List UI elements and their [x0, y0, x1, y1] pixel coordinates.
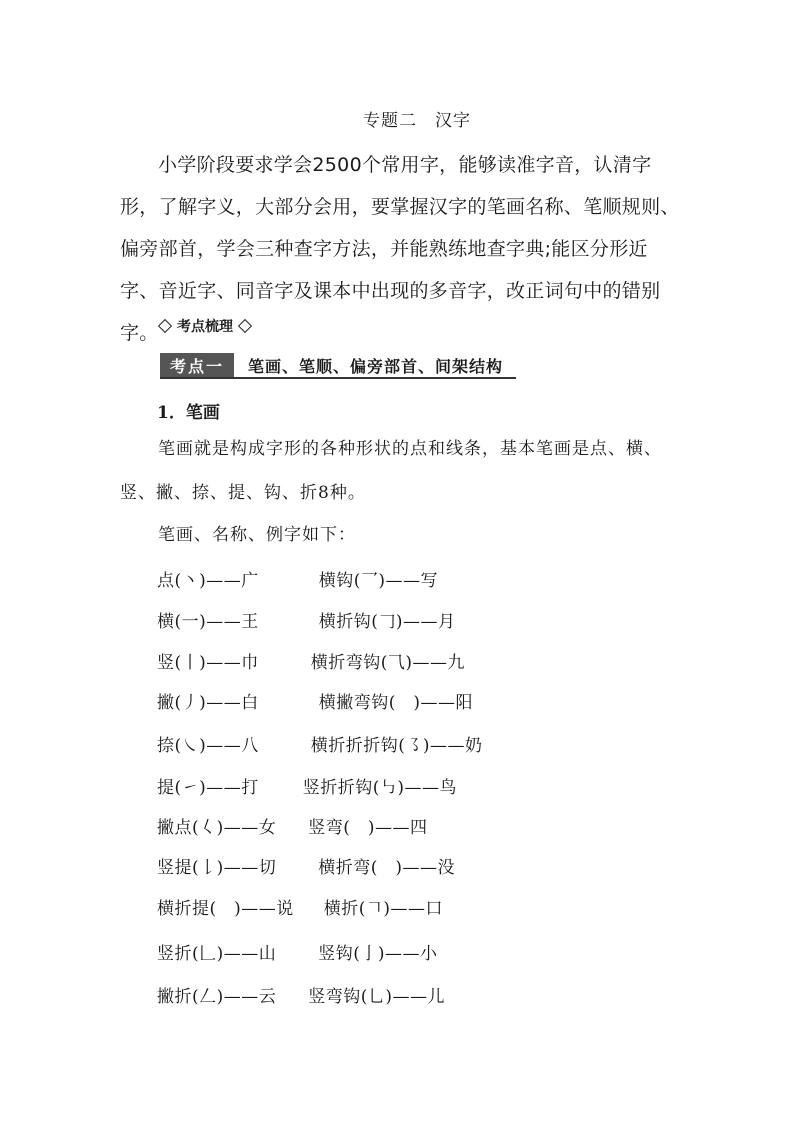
stroke-left: 提(㇀)——打 [157, 778, 259, 798]
stroke-right: 竖弯( )——四 [308, 818, 428, 838]
stroke-right: 横折(𠃍)——口 [323, 899, 444, 919]
stroke-left: 竖(丨)——巾 [157, 653, 259, 673]
diamond-icon [158, 319, 172, 333]
stroke-right: 横钩(乛)——写 [318, 571, 439, 591]
stroke-row [157, 813, 428, 838]
stroke-left: 撇折(𠃋)——云 [157, 987, 277, 1007]
intro-paragraph: 小学阶段要求学会2500个常用字，能够读准字音，认清字形，了解字义，大部分会用，要掌握汉字的笔画名称、笔顺规则、偏旁部首，学会三种查字方法，并能熟练地查字典;能区分形近字、音近字、同音字及课本中出现的多音字，改正词句中的错别字。 [120, 154, 680, 344]
stroke-left: 竖提(𠄌)——切 [157, 858, 277, 878]
stroke-left: 点(丶)——广 [157, 571, 259, 591]
stroke-left: 横(一)——王 [157, 612, 259, 632]
section-heading: 1．笔画 [157, 403, 220, 423]
stroke-row [157, 939, 438, 964]
stroke-left: 撇点(𡿨)——女 [157, 818, 277, 838]
stroke-right: 横撇弯钩( )——阳 [318, 693, 474, 713]
banner-tag: 考点一 [160, 353, 234, 377]
stroke-left: 撇(丿)——白 [157, 693, 259, 713]
diamond-icon [238, 319, 252, 333]
section-label [157, 316, 253, 336]
page-title: 专题二 汉字 [363, 111, 471, 131]
banner-caption: 笔画、笔顺、偏旁部首、间架结构 [248, 356, 504, 376]
stroke-left: 竖折(𠃊)——山 [157, 944, 277, 964]
topic-banner [160, 353, 516, 379]
stroke-left: 横折提( )——说 [157, 899, 294, 919]
definition-paragraph: 笔画就是构成字形的各种形状的点和线条，基本笔画是点、横、竖、撇、捺、提、钩、折8种。 [120, 439, 662, 503]
section-label-text: 考点梳理 [177, 319, 233, 335]
stroke-row [157, 648, 465, 673]
stroke-row [157, 731, 483, 756]
stroke-row [157, 982, 445, 1007]
stroke-right: 横折弯( )——没 [318, 858, 456, 878]
stroke-row [157, 853, 455, 878]
stroke-left: 捺(㇏)——八 [157, 736, 259, 756]
stroke-row [157, 894, 443, 919]
stroke-row [157, 566, 438, 591]
stroke-row [157, 688, 473, 713]
stroke-right: 竖弯钩(乚)——儿 [308, 987, 446, 1007]
list-intro-paragraph: 笔画、名称、例字如下： [158, 525, 356, 545]
stroke-right: 竖钩(亅)——小 [318, 944, 438, 964]
stroke-right: 横折弯钩(⺄)——九 [310, 653, 466, 673]
stroke-row [157, 773, 457, 798]
stroke-right: 竖折折钩(㇉)——鸟 [302, 778, 458, 798]
stroke-row [157, 607, 456, 632]
stroke-right: 横折折折钩(㇌)——奶 [310, 736, 483, 756]
stroke-right: 横折钩(𠃌)——月 [318, 612, 456, 632]
